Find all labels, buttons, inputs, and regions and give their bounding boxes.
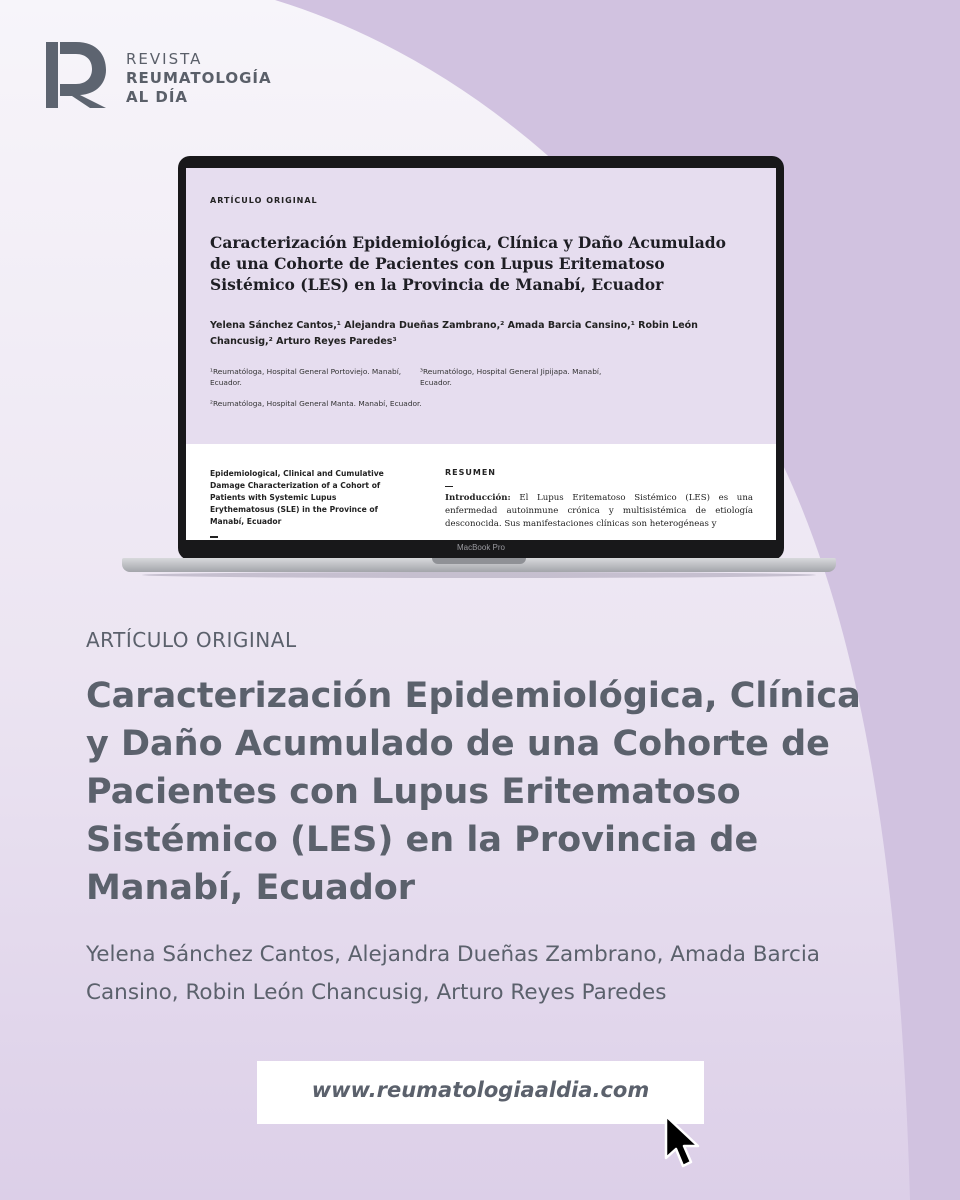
screen-affiliation-2: ²Reumatóloga, Hospital General Manta. Manabí, Ecuador. [210,399,422,408]
article-type-label: ARTÍCULO ORIGINAL [86,628,297,652]
website-link-button[interactable] [257,1061,704,1124]
article-title: Caracterización Epidemiológica, Clínica y Daño Acumulado de una Cohorte de Pacientes con Lupus Eritematoso Sistémico (LES) en la Provincia de Manabí, Ecuador [86,676,861,908]
brand-line-3: AL DÍA [126,88,189,106]
screen-resumen-heading: RESUMEN [445,468,497,477]
screen-resumen-text [445,492,753,531]
laptop-screen [186,168,776,540]
brand-line-2: REUMATOLOGÍA [126,69,272,87]
brand-name [126,50,272,107]
r-letter-logo-icon [46,40,108,110]
laptop-shadow [142,572,816,578]
screen-article-title: Caracterización Epidemiológica, Clínica y Daño Acumulado de una Cohorte de Pacientes con Lupus Eritematoso Sistémico (LES) en la Provincia de Manabí, Ecuador [210,233,726,294]
laptop-notch [432,558,526,564]
laptop-mockup [122,156,836,580]
screen-article-label: ARTÍCULO ORIGINAL [210,196,318,205]
article-authors: Yelena Sánchez Cantos, Alejandra Dueñas Zambrano, Amada Barcia Cansino, Robin León Chancusig, Arturo Reyes Paredes [86,942,820,1005]
screen-resumen-body: El Lupus Eritematoso Sistémico (LES) es una enfermedad autoinmune crónica y multisistémica de etiología desconocida. Sus manifestaciones clínicas son heterogéneas y [445,493,753,529]
website-url: www.reumatologiaaldia.com [311,1078,650,1102]
device-label: MacBook Pro [456,543,506,552]
screen-divider [445,486,453,487]
screen-divider [210,536,218,538]
screen-affiliation-1: ¹Reumatóloga, Hospital General Portoviejo. Manabí, Ecuador. [210,367,402,387]
brand-line-1: REVISTA [126,50,203,68]
mouse-cursor-icon [664,1114,704,1174]
screen-english-title: Epidemiological, Clinical and Cumulative Damage Characterization of a Cohort of Patients with Systemic Lupus Erythematosus (SLE) in the Province of Manabí, Ecuador [210,469,384,526]
screen-resumen-intro-label: Introducción: [445,493,511,503]
screen-affiliation-3: ³Reumatólogo, Hospital General Jipijapa. Manabí, Ecuador. [420,367,602,387]
brand-logo [46,40,272,112]
screen-article-authors: Yelena Sánchez Cantos,¹ Alejandra Dueñas Zambrano,² Amada Barcia Cansino,¹ Robin León Chancusig,² Arturo Reyes Paredes³ [210,320,698,347]
laptop-bezel [178,156,784,560]
